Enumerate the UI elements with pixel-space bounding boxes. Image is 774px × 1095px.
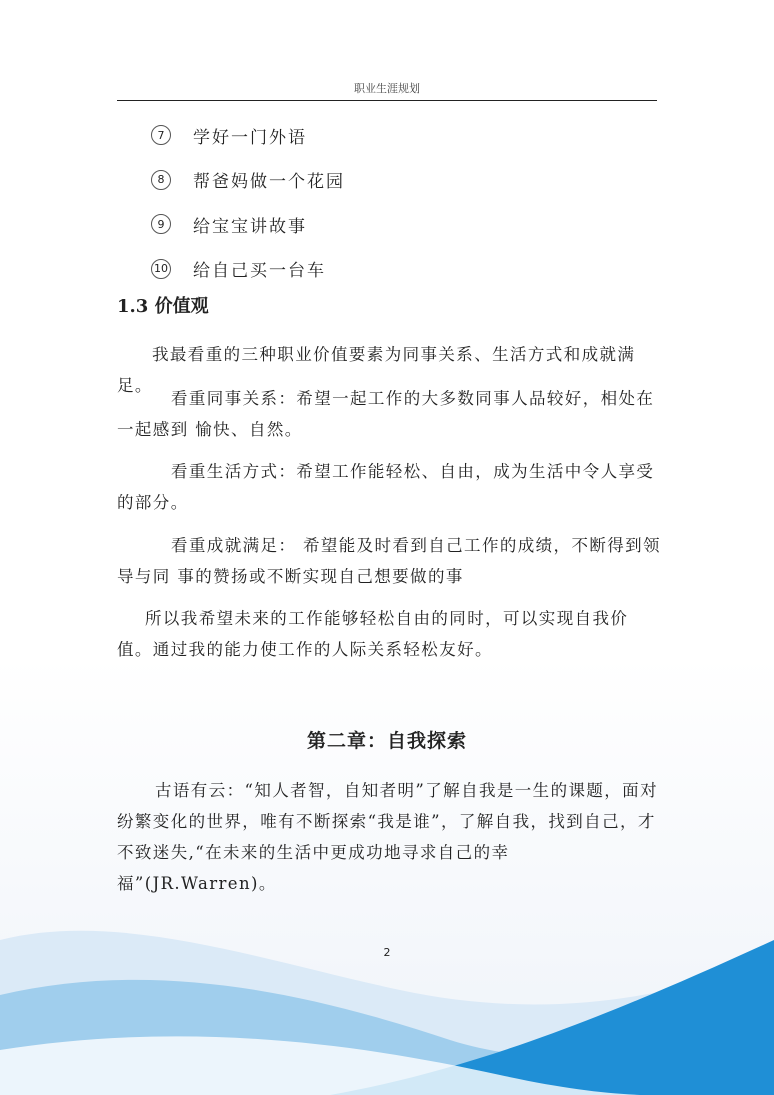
running-header: 职业生涯规划 bbox=[354, 82, 420, 95]
paragraph-lifestyle: 看重生活方式：希望工作能轻松、自由，成为生活中令人享受的部分。 bbox=[117, 462, 655, 512]
list-item bbox=[151, 113, 345, 158]
paragraph-achievement: 看重成就满足： 希望能及时看到自己工作的成绩，不断得到领导与同 事的赞扬或不断实现自己想要做的事 bbox=[117, 536, 661, 586]
list-number: 7 bbox=[151, 125, 171, 145]
list-number: 8 bbox=[151, 170, 171, 190]
list-item-text: 学好一门外语 bbox=[193, 127, 307, 148]
list-item bbox=[151, 202, 345, 247]
page-number: 2 bbox=[383, 946, 391, 959]
list-number: 10 bbox=[151, 259, 171, 279]
paragraph-chapter-intro: 古语有云：“知人者智，自知者明”了解自我是一生的课题，面对纷繁变化的世界，唯有不断探索“我是谁”，了解自我，找到自己，才不致迷失,“在未来的生活中更成功地寻求自己的幸福”(JR.Warren)。 bbox=[117, 781, 658, 893]
header-rule bbox=[117, 100, 657, 101]
list-item-text: 给宝宝讲故事 bbox=[193, 216, 307, 237]
paragraph-colleague-relations: 看重同事关系：希望一起工作的大多数同事人品较好，相处在一起感到 愉快、自然。 bbox=[117, 389, 655, 439]
decorative-waves bbox=[0, 900, 774, 1095]
list-item bbox=[151, 158, 345, 203]
goal-list bbox=[151, 113, 345, 291]
chapter-title: 第二章：自我探索 bbox=[306, 730, 467, 752]
list-item-text: 给自己买一台车 bbox=[193, 261, 326, 282]
paragraph-conclusion: 所以我希望未来的工作能够轻松自由的同时，可以实现自我价值。通过我的能力使工作的人际关系轻松友好。 bbox=[117, 609, 629, 659]
list-item bbox=[151, 247, 345, 292]
list-number: 9 bbox=[151, 214, 171, 234]
paragraph-values-summary: 我最看重的三种职业价值要素为同事关系、生活方式和成就满足。 bbox=[117, 345, 636, 395]
section-heading: 1.3 价值观 bbox=[117, 296, 209, 317]
list-item-text: 帮爸妈做一个花园 bbox=[193, 172, 345, 193]
